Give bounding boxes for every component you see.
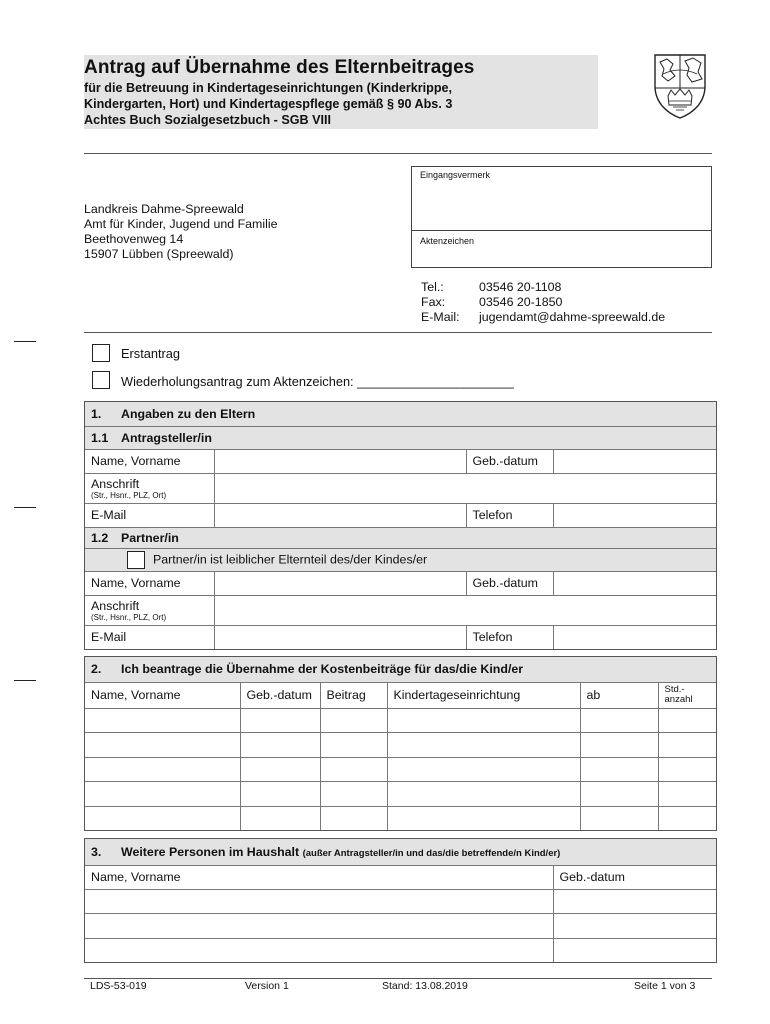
child-fee-cell[interactable] bbox=[320, 732, 387, 757]
section-children bbox=[84, 656, 717, 831]
fax-value: 03546 20-1850 bbox=[479, 295, 563, 309]
address-line: Amt für Kinder, Jugend und Familie bbox=[84, 217, 278, 231]
table-row bbox=[85, 732, 716, 757]
child-birth-cell[interactable] bbox=[240, 806, 320, 830]
address-label-text: Anschrift bbox=[91, 598, 140, 613]
form-id: LDS-53-019 bbox=[90, 980, 147, 992]
address-label bbox=[85, 595, 214, 625]
column-header: Name, Vorname bbox=[85, 865, 553, 889]
applicant-birthdate-field[interactable] bbox=[553, 449, 716, 473]
child-name-cell[interactable] bbox=[85, 757, 240, 781]
child-birth-cell[interactable] bbox=[240, 781, 320, 806]
receipt-note-label: Eingangsvermerk bbox=[420, 170, 491, 180]
name-label: Name, Vorname bbox=[85, 449, 214, 473]
address-line: Landkreis Dahme-Spreewald bbox=[84, 202, 244, 216]
file-number-label: Aktenzeichen bbox=[420, 236, 475, 246]
child-birth-cell[interactable] bbox=[240, 732, 320, 757]
column-header: Geb.-datum bbox=[553, 865, 716, 889]
section-title: Angaben zu den Eltern bbox=[121, 406, 256, 421]
table-row bbox=[85, 938, 716, 962]
fold-mark bbox=[14, 341, 36, 342]
table-row bbox=[85, 806, 716, 830]
child-from-cell[interactable] bbox=[580, 732, 658, 757]
table-row bbox=[85, 889, 716, 913]
fax-label: Fax: bbox=[421, 295, 446, 309]
child-name-cell[interactable] bbox=[85, 732, 240, 757]
household-name-cell[interactable] bbox=[85, 913, 553, 938]
section-household bbox=[84, 838, 717, 963]
section-heading bbox=[85, 657, 716, 682]
section-note: (außer Antragsteller/in und das/die betreffende/n Kind/er) bbox=[302, 847, 561, 859]
applicant-name-field[interactable] bbox=[214, 449, 466, 473]
fold-mark bbox=[14, 680, 36, 681]
form-version: Version 1 bbox=[245, 980, 289, 992]
tel-label: Tel.: bbox=[421, 280, 444, 294]
divider bbox=[84, 153, 712, 154]
applicant-phone-field[interactable] bbox=[553, 503, 716, 527]
household-name-cell[interactable] bbox=[85, 938, 553, 962]
email-label: E-Mail: bbox=[421, 310, 460, 324]
section-heading bbox=[85, 402, 716, 426]
child-facility-cell[interactable] bbox=[387, 708, 580, 732]
section-parents bbox=[84, 401, 717, 650]
birthdate-label: Geb.-datum bbox=[466, 571, 553, 595]
child-hours-cell[interactable] bbox=[658, 708, 716, 732]
address-label bbox=[85, 473, 214, 503]
subsection-heading bbox=[85, 527, 716, 548]
partner-phone-field[interactable] bbox=[553, 625, 716, 649]
repeat-application-checkbox[interactable] bbox=[92, 371, 110, 389]
office-stamp-box bbox=[411, 166, 712, 268]
partner-birthdate-field[interactable] bbox=[553, 571, 716, 595]
fold-mark bbox=[14, 507, 36, 508]
child-facility-cell[interactable] bbox=[387, 757, 580, 781]
address-hint: (Str., Hsnr., PLZ, Ort) bbox=[91, 612, 167, 622]
child-fee-cell[interactable] bbox=[320, 806, 387, 830]
page-title: Antrag auf Übernahme des Elternbeitrages bbox=[84, 57, 475, 78]
address-label-text: Anschrift bbox=[91, 476, 140, 491]
child-hours-cell[interactable] bbox=[658, 806, 716, 830]
table-row bbox=[85, 708, 716, 732]
subtitle-line: Kindergarten, Hort) und Kindertagespflege gemäß § 90 Abs. 3 bbox=[84, 97, 453, 111]
table-row bbox=[85, 757, 716, 781]
household-birth-cell[interactable] bbox=[553, 889, 716, 913]
applicant-address-field[interactable] bbox=[214, 473, 716, 503]
column-header bbox=[658, 682, 716, 708]
household-name-cell[interactable] bbox=[85, 889, 553, 913]
column-header: ab bbox=[580, 682, 658, 708]
child-from-cell[interactable] bbox=[580, 806, 658, 830]
partner-name-field[interactable] bbox=[214, 571, 466, 595]
section-number: 3. bbox=[91, 844, 102, 859]
subsection-number: 1.1 bbox=[91, 430, 109, 445]
child-name-cell[interactable] bbox=[85, 806, 240, 830]
child-birth-cell[interactable] bbox=[240, 757, 320, 781]
subsection-title: Antragsteller/in bbox=[121, 430, 212, 445]
phone-label: Telefon bbox=[466, 503, 553, 527]
partner-address-field[interactable] bbox=[214, 595, 716, 625]
address-hint: (Str., Hsnr., PLZ, Ort) bbox=[91, 490, 167, 500]
contact-info bbox=[421, 280, 665, 325]
household-birth-cell[interactable] bbox=[553, 938, 716, 962]
partner-email-field[interactable] bbox=[214, 625, 466, 649]
child-facility-cell[interactable] bbox=[387, 732, 580, 757]
child-facility-cell[interactable] bbox=[387, 781, 580, 806]
section-heading bbox=[85, 839, 716, 865]
child-hours-cell[interactable] bbox=[658, 757, 716, 781]
title-block bbox=[84, 55, 598, 129]
column-header-line: anzahl bbox=[664, 694, 693, 705]
section-title: Weitere Personen im Haushalt bbox=[121, 844, 300, 859]
recipient-address bbox=[84, 202, 278, 262]
page-subtitle bbox=[84, 80, 452, 128]
child-birth-cell[interactable] bbox=[240, 708, 320, 732]
name-label: Name, Vorname bbox=[85, 571, 214, 595]
coat-of-arms-icon bbox=[651, 52, 709, 120]
table-row bbox=[85, 781, 716, 806]
address-line: 15907 Lübben (Spreewald) bbox=[84, 247, 234, 261]
tel-value: 03546 20-1108 bbox=[479, 280, 562, 294]
child-hours-cell[interactable] bbox=[658, 781, 716, 806]
divider bbox=[412, 230, 711, 231]
subsection-title: Partner/in bbox=[121, 530, 179, 545]
child-from-cell[interactable] bbox=[580, 781, 658, 806]
page-number: Seite 1 von 3 bbox=[634, 980, 696, 992]
first-application-checkbox[interactable] bbox=[92, 344, 110, 362]
applicant-email-field[interactable] bbox=[214, 503, 466, 527]
subsection-number: 1.2 bbox=[91, 530, 109, 545]
subtitle-line: für die Betreuung in Kindertageseinrichtungen (Kinderkrippe, bbox=[84, 81, 453, 95]
child-hours-cell[interactable] bbox=[658, 732, 716, 757]
divider bbox=[84, 332, 712, 333]
partner-parent-row bbox=[85, 548, 716, 571]
repeat-application-label: Wiederholungsantrag zum Aktenzeichen: ______________________ bbox=[121, 374, 514, 389]
child-fee-cell[interactable] bbox=[320, 708, 387, 732]
table-row bbox=[85, 913, 716, 938]
column-header: Beitrag bbox=[320, 682, 387, 708]
section-number: 2. bbox=[91, 662, 102, 677]
section-number: 1. bbox=[91, 406, 102, 421]
birthdate-label: Geb.-datum bbox=[466, 449, 553, 473]
child-name-cell[interactable] bbox=[85, 708, 240, 732]
child-from-cell[interactable] bbox=[580, 757, 658, 781]
partner-parent-label: Partner/in ist leiblicher Elternteil des/der Kindes/er bbox=[153, 551, 428, 566]
email-label: E-Mail bbox=[85, 503, 214, 527]
form-date: Stand: 13.08.2019 bbox=[382, 980, 468, 992]
email-value: jugendamt@dahme-spreewald.de bbox=[479, 310, 666, 324]
child-facility-cell[interactable] bbox=[387, 806, 580, 830]
first-application-label: Erstantrag bbox=[121, 346, 181, 361]
column-header: Kindertageseinrichtung bbox=[387, 682, 580, 708]
child-fee-cell[interactable] bbox=[320, 757, 387, 781]
partner-parent-checkbox[interactable] bbox=[127, 551, 145, 569]
child-from-cell[interactable] bbox=[580, 708, 658, 732]
column-header: Geb.-datum bbox=[240, 682, 320, 708]
address-line: Beethovenweg 14 bbox=[84, 232, 184, 246]
child-name-cell[interactable] bbox=[85, 781, 240, 806]
phone-label: Telefon bbox=[466, 625, 553, 649]
email-label: E-Mail bbox=[85, 625, 214, 649]
subsection-heading bbox=[85, 426, 716, 449]
section-title: Ich beantrage die Übernahme der Kostenbeiträge für das/die Kind/er bbox=[121, 662, 524, 677]
column-header-line: Std.- bbox=[664, 684, 685, 695]
footer-divider bbox=[84, 978, 712, 979]
household-birth-cell[interactable] bbox=[553, 913, 716, 938]
subtitle-line: Achtes Buch Sozialgesetzbuch - SGB VIII bbox=[84, 113, 332, 127]
column-header: Name, Vorname bbox=[85, 682, 240, 708]
child-fee-cell[interactable] bbox=[320, 781, 387, 806]
